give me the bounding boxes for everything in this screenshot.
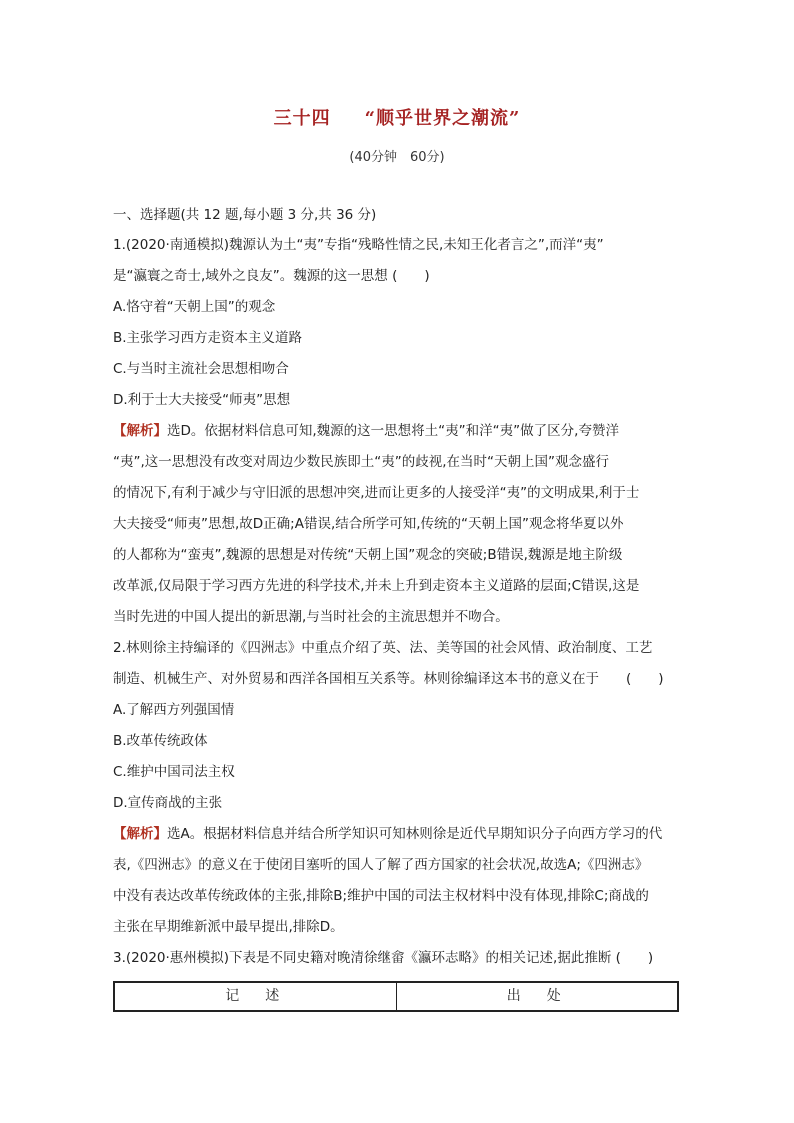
question-2-option-b: B.改革传统政体 <box>113 733 208 749</box>
question-2-option-a: A.了解西方列强国情 <box>113 702 235 718</box>
analysis-label: 【解析】 <box>113 826 167 842</box>
question-1-analysis-line-3: 的情况下,有利于减少与守旧派的思想冲突,进而让更多的人接受洋“夷”的文明成果,利于士 <box>113 485 640 501</box>
question-1-option-d: D.利于士大夫接受“师夷”思想 <box>113 392 291 408</box>
question-2-analysis-line-1 <box>113 819 681 850</box>
question-3-line-1: 3.(2020·惠州模拟)下表是不同史籍对晚清徐继畲《瀛环志略》的相关记述,据此推断 ( ) <box>113 950 654 966</box>
time-score-subtitle: (40分钟 60分) <box>349 150 445 165</box>
records-table-header <box>113 981 679 1012</box>
question-1-analysis-line-6: 改革派,仅局限于学习西方先进的科学技术,并未上升到走资本主义道路的层面;C错误,这是 <box>113 578 640 594</box>
question-1-line-2: 是“瀛寰之奇士,域外之良友”。魏源的这一思想 ( ) <box>113 268 430 284</box>
question-1-line-1: 1.(2020·南通模拟)魏源认为土“夷”专指“残略性情之民,未知王化者言之”,而洋“夷” <box>113 237 604 253</box>
section-heading: 一、选择题(共 12 题,每小题 3 分,共 36 分) <box>113 207 377 223</box>
question-content <box>113 200 681 974</box>
question-1-analysis-line-1 <box>113 416 681 447</box>
table-header-records: 记 述 <box>225 988 286 1004</box>
title-text: “顺乎世界之潮流” <box>364 108 521 129</box>
table-header-source: 出 处 <box>396 983 678 1010</box>
question-1-analysis-line-4: 大夫接受“师夷”思想,故D正确;A错误,结合所学可知,传统的“天朝上国”观念将华夏以外 <box>113 516 624 532</box>
question-1-analysis-line-7: 当时先进的中国人提出的新思潮,与当时社会的主流思想并不吻合。 <box>113 609 509 625</box>
analysis-text: 选D。依据材料信息可知,魏源的这一思想将土“夷”和洋“夷”做了区分,夸赞洋 <box>167 423 619 439</box>
question-2-line-2: 制造、机械生产、对外贸易和西洋各国相互关系等。林则徐编译这本书的意义在于 ( ) <box>113 671 664 687</box>
analysis-text: 选A。根据材料信息并结合所学知识可知林则徐是近代早期知识分子向西方学习的代 <box>167 826 663 842</box>
question-1-analysis-line-5: 的人都称为“蛮夷”,魏源的思想是对传统“天朝上国”观念的突破;B错误,魏源是地主阶级 <box>113 547 623 563</box>
analysis-label: 【解析】 <box>113 423 167 439</box>
page-title <box>0 104 794 130</box>
question-2-analysis-line-3: 中没有表达改革传统政体的主张,排除B;维护中国的司法主权材料中没有体现,排除C;商战的 <box>113 888 649 904</box>
question-1-option-b: B.主张学习西方走资本主义道路 <box>113 330 303 346</box>
question-1-analysis-line-2: “夷”,这一思想没有改变对周边少数民族即土“夷”的歧视,在当时“天朝上国”观念盛行 <box>113 454 610 470</box>
question-2-option-c: C.维护中国司法主权 <box>113 764 235 780</box>
question-1-option-c: C.与当时主流社会思想相吻合 <box>113 361 289 377</box>
question-2-analysis-line-2: 表,《四洲志》的意义在于使闭目塞听的国人了解了西方国家的社会状况,故选A;《四洲志》 <box>113 857 649 873</box>
question-2-line-1: 2.林则徐主持编译的《四洲志》中重点介绍了英、法、美等国的社会风情、政治制度、工艺 <box>113 640 653 656</box>
question-2-analysis-line-4: 主张在早期维新派中最早提出,排除D。 <box>113 919 344 935</box>
question-1-option-a: A.恪守着“天朝上国”的观念 <box>113 299 276 315</box>
question-2-option-d: D.宣传商战的主张 <box>113 795 223 811</box>
title-number: 三十四 <box>273 108 331 129</box>
